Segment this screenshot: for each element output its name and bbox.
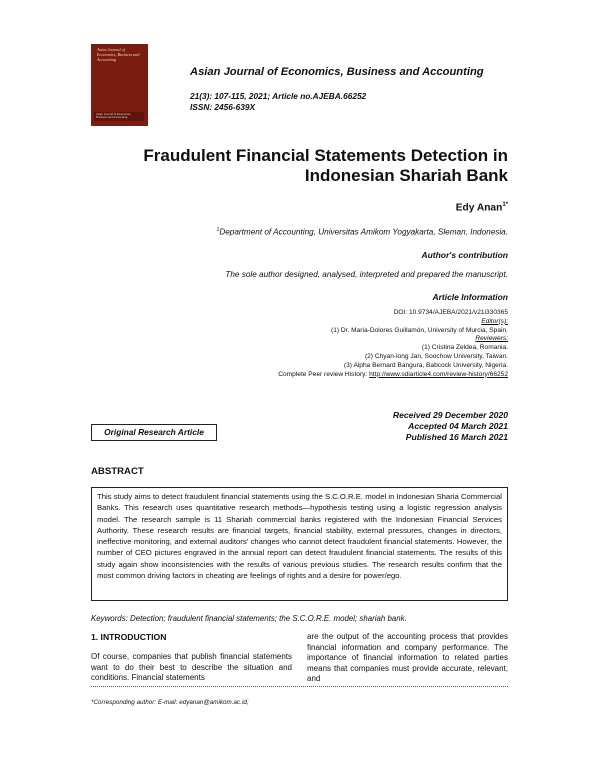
journal-cover-image — [91, 44, 148, 126]
article-dates — [393, 410, 508, 443]
reviewer-3: (3) Alpha Bernard Bangura, Babcock University, Nigeria. — [343, 361, 508, 369]
cover-title: Asian Journal of Economics, Business and Accounting — [97, 47, 140, 62]
accepted-date: Accepted 04 March 2021 — [408, 421, 508, 431]
introduction-col-2: are the output of the accounting process that provides financial information and company performance. The importance of financial information to related parties means that companies must provide accurate, relevant, and — [307, 632, 508, 684]
review-history-link[interactable]: http://www.sdiarticle4.com/review-history/66252 — [369, 370, 508, 378]
affiliation — [217, 227, 508, 237]
footnote-divider — [91, 686, 508, 687]
issn: ISSN: 2456-639X — [190, 102, 256, 112]
keywords: Keywords: Detection; fraudulent financial statements; the S.C.O.R.E. model; shariah bank. — [91, 614, 407, 623]
editors-label: Editor(s): — [481, 317, 508, 325]
reviewer-2: (2) Chyan-long Jan, Soochow University, Taiwan. — [364, 352, 508, 360]
contribution-text: The sole author designed, analysed, interpreted and prepared the manuscript. — [225, 270, 508, 279]
article-info — [278, 309, 508, 379]
author-name: Edy Anan — [455, 202, 503, 214]
author-sup: 1* — [502, 202, 508, 208]
introduction-heading: 1. INTRODUCTION — [91, 632, 167, 642]
title-line-2: Indonesian Shariah Bank — [304, 166, 508, 185]
abstract-heading: ABSTRACT — [91, 466, 144, 477]
review-history-label: Complete Peer review History: — [278, 370, 370, 378]
reviewers-label: Reviewers: — [475, 335, 508, 343]
author — [456, 202, 508, 213]
journal-name: Asian Journal of Economics, Business and Accounting — [190, 66, 484, 78]
volume-line: 21(3): 107-115, 2021; Article no.AJEBA.66252 — [190, 91, 367, 101]
cover-band-text: Asian Journal of Economics, Business and Accounting — [96, 112, 132, 119]
article-type-box: Original Research Article — [91, 424, 217, 441]
article-title — [88, 146, 508, 186]
editor-1: (1) Dr. Maria-Dolores Guillamón, University of Murcia, Spain. — [331, 326, 508, 334]
introduction-col-1: Of course, companies that publish financial statements want to do their best to describe the situation and conditions. Financial statements — [91, 652, 292, 683]
affiliation-text: Department of Accounting, Universitas Amikom Yogyakarta, Sleman, Indonesia. — [219, 227, 508, 237]
contribution-heading: Author's contribution — [421, 250, 508, 260]
review-history — [278, 371, 508, 380]
received-date: Received 29 December 2020 — [392, 410, 508, 420]
article-info-heading: Article Information — [432, 292, 508, 302]
published-date: Published 16 March 2021 — [405, 432, 508, 442]
abstract-text: This study aims to detect fraudulent financial statements using the S.C.O.R.E. model in Indonesian Sharia Commercial Banks. This research uses quantitative research methods—hypothesis testing using a logistic regression analysis model. The research sample is 11 Shariah commercial banks registered with the Indonesian Financial Services Authority. These research results are financial targets, financial stability, external pressures, changes in directors, ineffective monitoring, and external auditors' changes who cannot detect fraudulent financial statements. However, the number of CEO pictures engraved in the annual report can detect fraudulent financial statements. The results of this study again show inconsistencies with the results of various previous studies. The research results confirm that the most common driving factors in cheating are feelings of rights and a desire for power/ego. — [91, 487, 508, 601]
reviewer-1: (1) Cristina Zeldea, Romania. — [421, 344, 508, 352]
title-line-1: Fraudulent Financial Statements Detection in — [143, 146, 508, 165]
footnote: *Corresponding author: E-mail: edyanan@amikom.ac.id; — [91, 699, 249, 706]
doi: DOI: 10.9734/AJEBA/2021/v21i330365 — [393, 309, 508, 316]
affiliation-sup: 1 — [216, 227, 220, 233]
